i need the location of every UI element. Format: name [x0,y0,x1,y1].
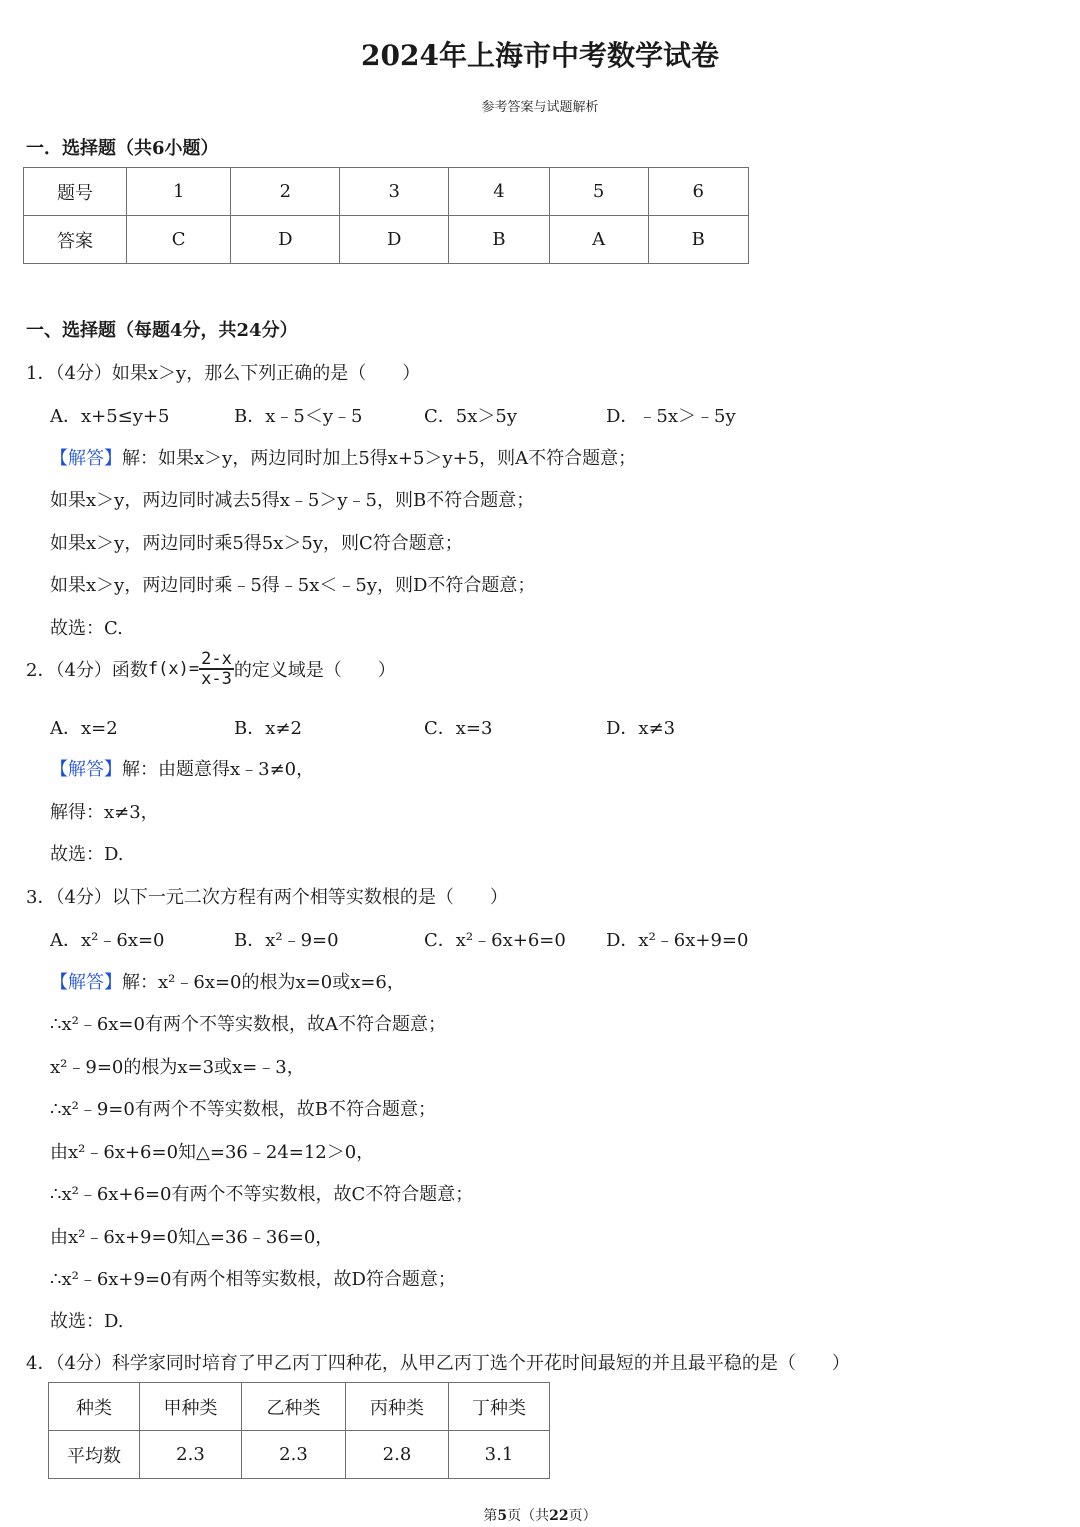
q2-option-c: C．x=3 [424,718,493,739]
answer-table-number: 1 [127,168,231,216]
q2-function-fraction [199,650,234,688]
q3-option-c: C．x²﹣6x+6=0 [424,930,566,951]
q4-table-cell: 3.1 [449,1431,550,1479]
q2-solution-line: 解：由题意得x﹣3≠0， [122,759,315,780]
q1-solution-first [50,444,636,470]
footer-middle: 页（共 [507,1508,550,1524]
q4-table-cell: 2.8 [346,1431,449,1479]
answer-section-heading: 一．选择题（共6小题） [26,138,219,159]
q4-table-header: 丁种类 [449,1383,550,1431]
q1-option-d: D．﹣5x＞﹣5y [606,406,736,427]
q3-solution-line: 由x²﹣6x+6=0知△=36﹣24=12＞0， [50,1142,375,1163]
q1-solution-line: 如果x＞y，两边同时减去5得x﹣5＞y﹣5，则B不符合题意； [50,490,535,511]
q1-conclusion: 故选：C. [50,618,123,639]
q3-option-b: B．x²﹣9=0 [234,930,339,951]
q1-option-c: C．5x＞5y [424,406,517,427]
section-heading: 一、选择题（每题4分，共24分） [26,320,298,341]
footer-prefix: 第 [483,1508,498,1524]
q2-solution-line: 解得：x≠3， [50,802,159,823]
q4-table-cell: 2.3 [140,1431,242,1479]
answer-table-answer: D [231,216,340,264]
jieda-tag: 【解答】 [50,972,122,993]
answer-table-number: 6 [648,168,749,216]
q4-stem: 4．（4分）科学家同时培育了甲乙丙丁四种花，从甲乙丙丁选个开花时间最短的并且最平稳的是（ ） [26,1353,850,1374]
q4-table-header: 丙种类 [346,1383,449,1431]
answer-table-number: 5 [549,168,648,216]
q3-solution-line: x²﹣9=0的根为x=3或x=﹣3， [50,1057,305,1078]
q2-option-a: A．x=2 [50,718,118,739]
q2-option-d: D．x≠3 [606,718,676,739]
page-subtitle: 参考答案与试题解析 [481,100,599,115]
q2-function-lhs: f(x)= [147,659,200,679]
q4-table-header: 种类 [49,1383,140,1431]
q3-option-d: D．x²﹣6x+9=0 [606,930,749,951]
answer-table-number: 2 [231,168,340,216]
q1-solution-line: 解：如果x＞y，两边同时加上5得x+5＞y+5，则A不符合题意； [122,448,637,469]
answer-table-number: 4 [449,168,549,216]
q4-table-header: 乙种类 [242,1383,346,1431]
q2-stem-suffix: 的定义域是（ ） [233,660,396,681]
answer-table-number-label: 题号 [24,168,127,216]
footer-suffix: 页） [568,1508,597,1524]
q1-option-a: A．x+5≤y+5 [50,406,170,427]
q3-solution-line: ∴x²﹣6x+9=0有两个相等实数根，故D符合题意； [50,1269,456,1290]
q4-table-header: 甲种类 [140,1383,242,1431]
q3-conclusion: 故选：D. [50,1311,124,1332]
answer-table-answer-label: 答案 [24,216,127,264]
q1-solution-line: 如果x＞y，两边同时乘﹣5得﹣5x＜﹣5y，则D不符合题意； [50,575,536,596]
q3-solution-line: 解：x²﹣6x=0的根为x=0或x=6， [122,972,405,993]
q2-stem [26,650,396,688]
answer-table-answer: D [340,216,449,264]
q4-data-table [48,1382,550,1479]
q4-table-row-label: 平均数 [49,1431,140,1479]
q2-fraction-denominator: x-3 [201,669,232,689]
page-title: 2024年上海市中考数学试卷 [361,39,719,72]
q1-solution-line: 如果x＞y，两边同时乘5得5x＞5y，则C符合题意； [50,533,463,554]
jieda-tag: 【解答】 [50,448,122,469]
q3-stem: 3．（4分）以下一元二次方程有两个相等实数根的是（ ） [26,887,508,908]
page-footer [0,1505,1080,1525]
q2-solution-first [50,755,314,781]
q4-table-cell: 2.3 [242,1431,346,1479]
q2-stem-prefix: 2．（4分）函数 [26,660,148,681]
q2-fraction-numerator: 2-x [201,649,232,669]
q1-option-b: B．x﹣5＜y﹣5 [234,406,363,427]
answer-table-answer: B [648,216,749,264]
q3-solution-line: ∴x²﹣9=0有两个不等实数根，故B不符合题意； [50,1099,437,1120]
q3-solution-line: 由x²﹣6x+9=0知△=36﹣36=0， [50,1227,334,1248]
jieda-tag: 【解答】 [50,759,122,780]
q2-conclusion: 故选：D. [50,844,124,865]
answer-table-answer: A [549,216,648,264]
answer-table-number: 3 [340,168,449,216]
q3-option-a: A．x²﹣6x=0 [50,930,165,951]
footer-page-number: 5 [497,1508,508,1524]
q3-solution-line: ∴x²﹣6x=0有两个不等实数根，故A不符合题意； [50,1014,446,1035]
q3-solution-first [50,968,405,994]
answer-table-answer: C [127,216,231,264]
q1-stem: 1．（4分）如果x＞y，那么下列正确的是（ ） [26,363,421,384]
answer-table-answer: B [449,216,549,264]
q2-option-b: B．x≠2 [234,718,302,739]
answer-table [23,167,749,264]
q3-solution-line: ∴x²﹣6x+6=0有两个不等实数根，故C不符合题意； [50,1184,474,1205]
footer-total-pages: 22 [549,1508,569,1524]
